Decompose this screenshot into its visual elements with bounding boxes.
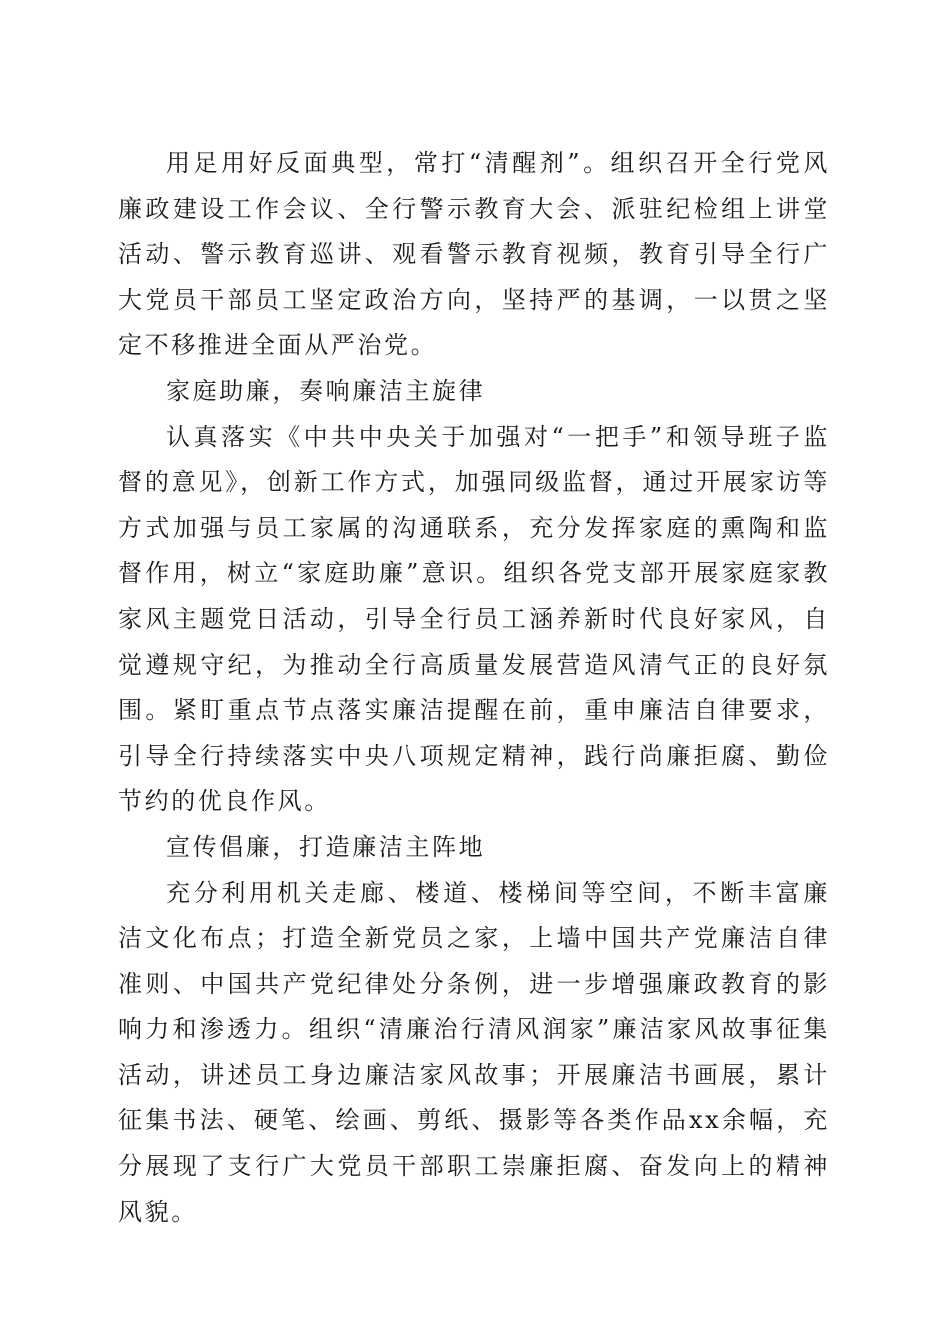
section-heading-family: 家庭助廉，奏响廉洁主旋律 bbox=[166, 376, 486, 405]
paragraph-publicity-integrity: 充分利用机关走廊、楼道、楼梯间等空间，不断丰富廉洁文化布点；打造全新党员之家，上墙中国共产党廉洁自律准则、中国共产党纪律处分条例，进一步增强廉政教育的影响力和渗透力。组织“清廉治行清风润家”廉洁家风故事征集活动，讲述员工身边廉洁家风故事；开展廉洁书画展，累计征集书法、硬笔、绘画、剪纸、摄影等各类作品xx余幅，充分展现了支行广大党员干部职工崇廉拒腐、奋发向上的精神风貌。 bbox=[118, 878, 830, 1226]
document-page bbox=[118, 141, 830, 1235]
paragraph-warning-education: 用足用好反面典型，常打“清醒剂”。组织召开全行党风廉政建设工作会议、全行警示教育大会、派驻纪检组上讲堂活动、警示教育巡讲、观看警示教育视频，教育引导全行广大党员干部员工坚定政治方向，坚持严的基调，一以贯之坚定不移推进全面从严治党。 bbox=[118, 149, 830, 360]
paragraph-family-integrity: 认真落实《中共中央关于加强对“一把手”和领导班子监督的意见》，创新工作方式，加强同级监督，通过开展家访等方式加强与员工家属的沟通联系，充分发挥家庭的熏陶和监督作用，树立“家庭助廉”意识。组织各党支部开展家庭家教家风主题党日活动，引导全行员工涵养新时代良好家风，自觉遵规守纪，为推动全行高质量发展营造风清气正的良好氛围。紧盯重点节点落实廉洁提醒在前，重申廉洁自律要求，引导全行持续落实中央八项规定精神，践行尚廉拒腐、勤俭节约的优良作风。 bbox=[118, 422, 830, 816]
section-heading-publicity: 宣传倡廉，打造廉洁主阵地 bbox=[166, 832, 486, 861]
